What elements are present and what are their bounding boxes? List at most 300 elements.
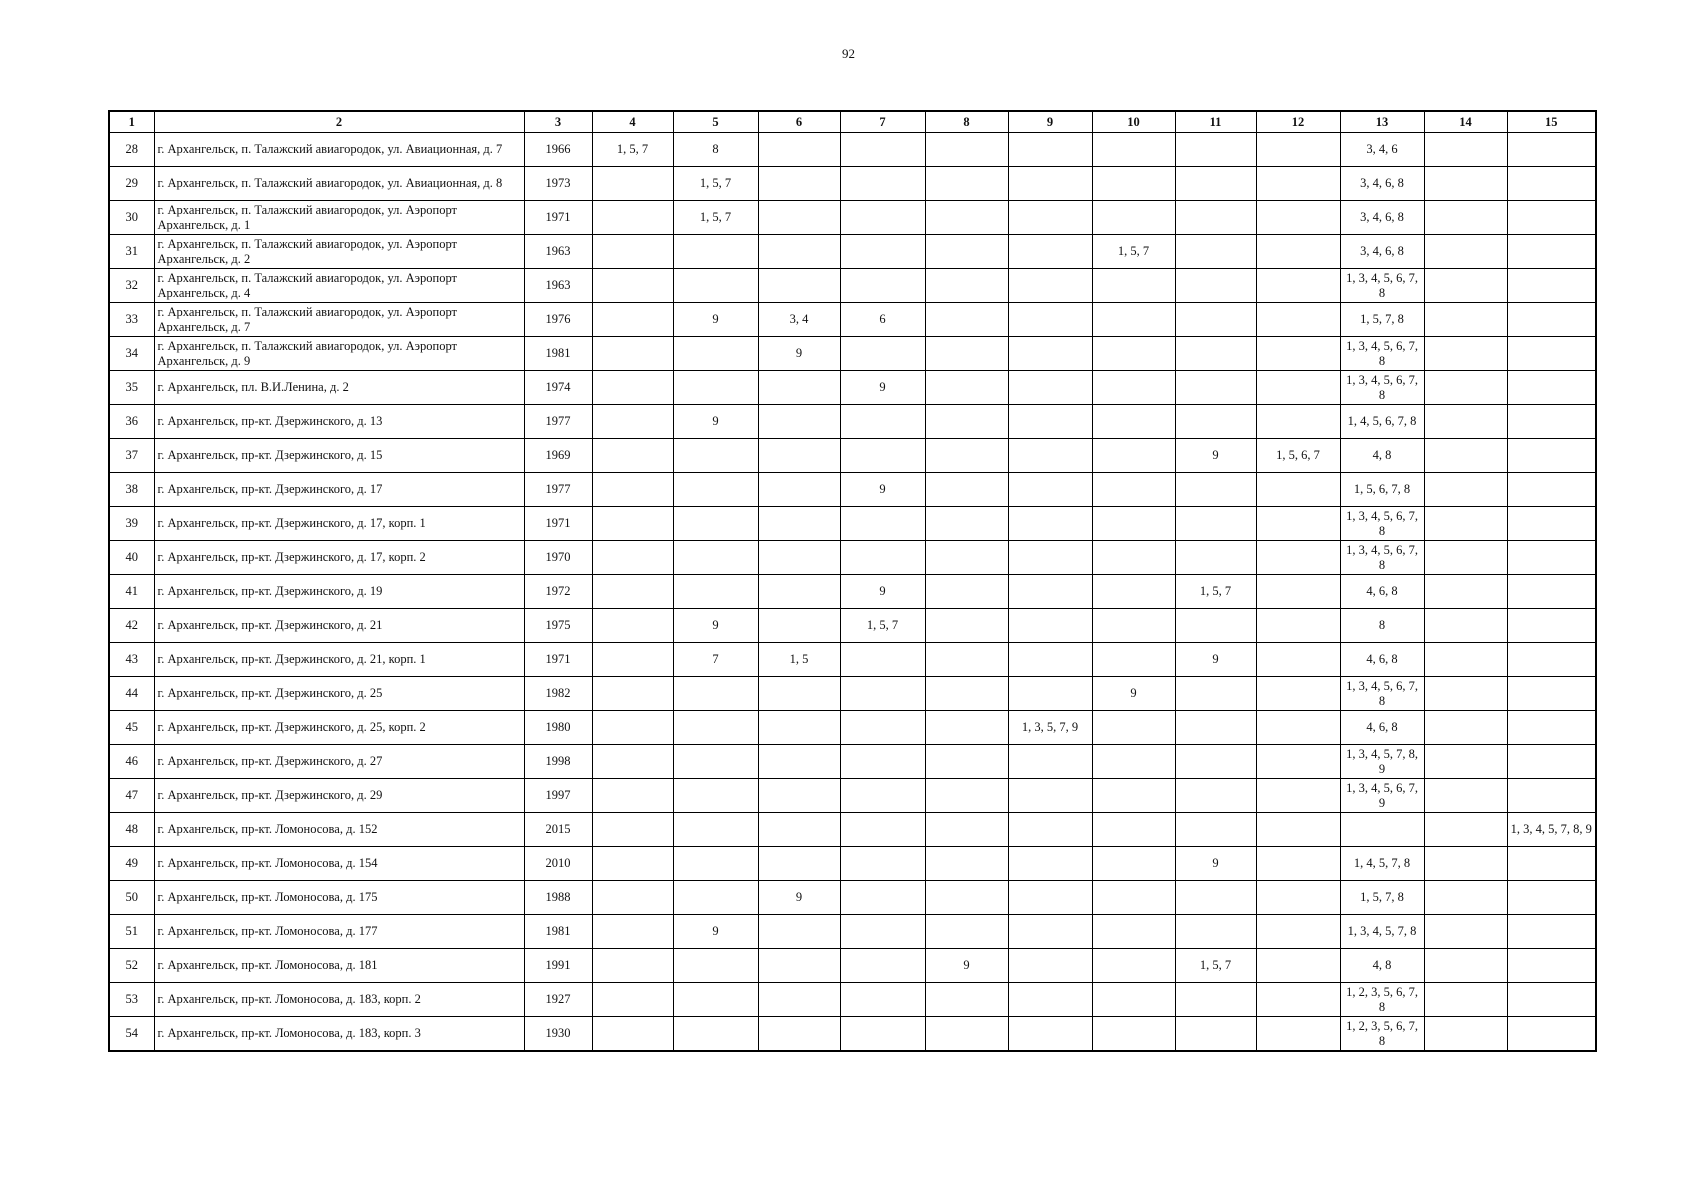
table-cell <box>673 269 758 303</box>
table-cell <box>1256 983 1340 1017</box>
table-cell <box>1175 1017 1256 1052</box>
table-cell <box>840 1017 925 1052</box>
row-number-cell: 39 <box>109 507 154 541</box>
table-cell <box>673 439 758 473</box>
column-header-9: 9 <box>1008 111 1092 133</box>
table-cell <box>1175 303 1256 337</box>
table-cell <box>1256 337 1340 371</box>
table-cell <box>1507 507 1596 541</box>
table-cell <box>1175 371 1256 405</box>
table-row <box>109 167 1596 201</box>
table-cell <box>1092 473 1175 507</box>
year-cell: 1930 <box>524 1017 592 1052</box>
table-row <box>109 201 1596 235</box>
column-header-15: 15 <box>1507 111 1596 133</box>
table-cell <box>592 881 673 915</box>
row-number-cell: 50 <box>109 881 154 915</box>
table-cell: 9 <box>925 949 1008 983</box>
table-cell <box>1175 337 1256 371</box>
table-cell <box>1092 745 1175 779</box>
table-cell <box>758 711 840 745</box>
table-row <box>109 813 1596 847</box>
table-cell <box>1092 949 1175 983</box>
year-cell: 1977 <box>524 473 592 507</box>
table-cell <box>1092 881 1175 915</box>
table-cell <box>592 983 673 1017</box>
table-cell <box>1424 507 1507 541</box>
page-number: 92 <box>842 46 855 61</box>
table-row <box>109 507 1596 541</box>
table-cell <box>592 847 673 881</box>
table-cell <box>1424 405 1507 439</box>
table-row <box>109 677 1596 711</box>
address-cell: г. Архангельск, пр-кт. Ломоносова, д. 175 <box>154 881 524 915</box>
table-cell <box>1008 507 1092 541</box>
row-number-cell: 42 <box>109 609 154 643</box>
table-cell <box>1256 711 1340 745</box>
column-header-1: 1 <box>109 111 154 133</box>
table-cell <box>592 167 673 201</box>
table-cell <box>592 405 673 439</box>
table-cell <box>673 983 758 1017</box>
row-number-cell: 34 <box>109 337 154 371</box>
table-cell: 1, 5, 7 <box>592 133 673 167</box>
table-cell <box>758 983 840 1017</box>
year-cell: 1988 <box>524 881 592 915</box>
table-cell <box>1092 371 1175 405</box>
table-cell <box>758 677 840 711</box>
table-cell <box>1256 881 1340 915</box>
table-cell: 1, 3, 4, 5, 7, 8, 9 <box>1507 813 1596 847</box>
table-cell <box>1175 269 1256 303</box>
table-cell <box>1507 677 1596 711</box>
table-cell <box>592 609 673 643</box>
table-row <box>109 745 1596 779</box>
table-cell: 4, 6, 8 <box>1340 575 1424 609</box>
table-cell <box>1092 609 1175 643</box>
table-cell: 1, 5, 7 <box>1092 235 1175 269</box>
table-cell <box>840 133 925 167</box>
year-cell: 1991 <box>524 949 592 983</box>
table-cell <box>1256 541 1340 575</box>
table-cell <box>925 745 1008 779</box>
table-cell <box>840 167 925 201</box>
year-cell: 1963 <box>524 269 592 303</box>
table-body <box>109 133 1596 1052</box>
table-row <box>109 609 1596 643</box>
row-number-cell: 54 <box>109 1017 154 1052</box>
row-number-cell: 48 <box>109 813 154 847</box>
table-cell <box>592 677 673 711</box>
table-cell <box>1507 235 1596 269</box>
table-cell <box>592 541 673 575</box>
row-number-cell: 43 <box>109 643 154 677</box>
table-cell <box>1092 303 1175 337</box>
table-cell <box>592 303 673 337</box>
table-cell <box>925 235 1008 269</box>
table-cell <box>1175 235 1256 269</box>
table-cell: 9 <box>673 609 758 643</box>
address-cell: г. Архангельск, пр-кт. Дзержинского, д. 27 <box>154 745 524 779</box>
table-cell <box>592 371 673 405</box>
address-cell: г. Архангельск, пр-кт. Дзержинского, д. 17, корп. 2 <box>154 541 524 575</box>
address-cell: г. Архангельск, п. Талажский авиагородок, ул. Аэропорт Архангельск, д. 9 <box>154 337 524 371</box>
table-cell <box>758 813 840 847</box>
year-cell: 1963 <box>524 235 592 269</box>
table-cell <box>925 983 1008 1017</box>
table-cell <box>925 779 1008 813</box>
table-cell <box>1507 303 1596 337</box>
table-row <box>109 983 1596 1017</box>
table-cell: 1, 3, 4, 5, 6, 7, 9 <box>1340 779 1424 813</box>
address-cell: г. Архангельск, пр-кт. Дзержинского, д. 21 <box>154 609 524 643</box>
table-cell <box>592 235 673 269</box>
table-cell: 8 <box>673 133 758 167</box>
table-cell <box>1256 575 1340 609</box>
row-number-cell: 40 <box>109 541 154 575</box>
row-number-cell: 37 <box>109 439 154 473</box>
table-cell <box>673 371 758 405</box>
year-cell: 1998 <box>524 745 592 779</box>
table-row <box>109 235 1596 269</box>
table-cell: 1, 5 <box>758 643 840 677</box>
table-cell <box>1424 847 1507 881</box>
table-cell <box>1175 201 1256 235</box>
table-cell <box>592 779 673 813</box>
year-cell: 1974 <box>524 371 592 405</box>
table-cell <box>758 439 840 473</box>
table-cell: 1, 3, 4, 5, 6, 7, 8 <box>1340 541 1424 575</box>
table-cell <box>1256 303 1340 337</box>
table-row <box>109 915 1596 949</box>
column-header-12: 12 <box>1256 111 1340 133</box>
table-cell <box>1424 915 1507 949</box>
year-cell: 1927 <box>524 983 592 1017</box>
table-cell <box>1008 643 1092 677</box>
table-cell <box>1424 473 1507 507</box>
table-cell: 1, 4, 5, 7, 8 <box>1340 847 1424 881</box>
year-cell: 1981 <box>524 915 592 949</box>
table-cell <box>840 983 925 1017</box>
table-cell <box>758 167 840 201</box>
table-cell <box>1340 813 1424 847</box>
table-cell <box>592 337 673 371</box>
table-cell <box>758 201 840 235</box>
table-cell <box>1256 949 1340 983</box>
year-cell: 1997 <box>524 779 592 813</box>
address-cell: г. Архангельск, пр-кт. Ломоносова, д. 177 <box>154 915 524 949</box>
table-cell <box>1175 473 1256 507</box>
table-cell <box>758 507 840 541</box>
address-cell: г. Архангельск, пр-кт. Ломоносова, д. 181 <box>154 949 524 983</box>
table-cell <box>758 371 840 405</box>
table-cell <box>1092 337 1175 371</box>
table-cell <box>673 677 758 711</box>
table-cell <box>1507 779 1596 813</box>
table-cell <box>673 779 758 813</box>
year-cell: 1971 <box>524 507 592 541</box>
address-cell: г. Архангельск, пр-кт. Дзержинского, д. 17, корп. 1 <box>154 507 524 541</box>
table-cell <box>758 949 840 983</box>
table-cell <box>1256 609 1340 643</box>
table-cell: 1, 3, 4, 5, 6, 7, 8 <box>1340 269 1424 303</box>
table-cell <box>1175 507 1256 541</box>
year-cell: 1971 <box>524 201 592 235</box>
address-cell: г. Архангельск, пр-кт. Ломоносова, д. 154 <box>154 847 524 881</box>
table-cell <box>1092 167 1175 201</box>
table-cell <box>758 609 840 643</box>
table-cell <box>1507 201 1596 235</box>
table-cell: 9 <box>673 303 758 337</box>
table-cell <box>758 575 840 609</box>
table-cell <box>1507 337 1596 371</box>
address-cell: г. Архангельск, пр-кт. Ломоносова, д. 183, корп. 2 <box>154 983 524 1017</box>
year-cell: 1969 <box>524 439 592 473</box>
row-number-cell: 30 <box>109 201 154 235</box>
table-cell <box>925 303 1008 337</box>
table-cell <box>1092 575 1175 609</box>
column-header-11: 11 <box>1175 111 1256 133</box>
table-cell: 9 <box>673 915 758 949</box>
table-cell: 9 <box>840 473 925 507</box>
table-cell <box>925 575 1008 609</box>
table-cell <box>1507 405 1596 439</box>
table-cell <box>1424 201 1507 235</box>
table-cell <box>758 1017 840 1052</box>
table-cell: 9 <box>1175 847 1256 881</box>
table-cell: 1, 5, 6, 7 <box>1256 439 1340 473</box>
address-cell: г. Архангельск, пр-кт. Ломоносова, д. 152 <box>154 813 524 847</box>
table-cell <box>1424 371 1507 405</box>
year-cell: 1973 <box>524 167 592 201</box>
table-cell <box>1256 473 1340 507</box>
table-cell <box>1256 507 1340 541</box>
table-cell: 9 <box>758 881 840 915</box>
table-cell <box>1507 575 1596 609</box>
table-cell <box>1092 439 1175 473</box>
table-cell <box>925 881 1008 915</box>
row-number-cell: 28 <box>109 133 154 167</box>
table-cell: 6 <box>840 303 925 337</box>
table-cell <box>1507 983 1596 1017</box>
table-cell <box>1008 847 1092 881</box>
table-cell <box>1008 201 1092 235</box>
table-cell <box>1424 167 1507 201</box>
table-row <box>109 881 1596 915</box>
table-cell <box>673 813 758 847</box>
address-cell: г. Архангельск, пр-кт. Дзержинского, д. 13 <box>154 405 524 439</box>
table-cell <box>925 405 1008 439</box>
table-cell: 3, 4, 6, 8 <box>1340 235 1424 269</box>
row-number-cell: 41 <box>109 575 154 609</box>
table-cell <box>592 915 673 949</box>
table-cell <box>1507 949 1596 983</box>
table-row <box>109 575 1596 609</box>
address-cell: г. Архангельск, п. Талажский авиагородок, ул. Аэропорт Архангельск, д. 2 <box>154 235 524 269</box>
table-cell: 4, 6, 8 <box>1340 711 1424 745</box>
table-cell: 1, 4, 5, 6, 7, 8 <box>1340 405 1424 439</box>
table-cell: 8 <box>1340 609 1424 643</box>
table-cell <box>1256 915 1340 949</box>
table-cell <box>1424 609 1507 643</box>
table-cell <box>1092 813 1175 847</box>
table-cell <box>925 337 1008 371</box>
row-number-cell: 49 <box>109 847 154 881</box>
table-cell <box>673 881 758 915</box>
table-cell <box>1424 337 1507 371</box>
table-cell <box>592 745 673 779</box>
address-cell: г. Архангельск, пр-кт. Дзержинского, д. 21, корп. 1 <box>154 643 524 677</box>
table-cell <box>840 337 925 371</box>
table-row <box>109 405 1596 439</box>
year-cell: 1970 <box>524 541 592 575</box>
table-cell <box>592 575 673 609</box>
table-cell: 4, 8 <box>1340 949 1424 983</box>
table-cell <box>840 847 925 881</box>
table-cell <box>925 133 1008 167</box>
table-cell <box>1424 643 1507 677</box>
table-cell <box>1424 779 1507 813</box>
table-cell: 1, 2, 3, 5, 6, 7, 8 <box>1340 983 1424 1017</box>
year-cell: 1981 <box>524 337 592 371</box>
table-cell <box>1008 439 1092 473</box>
table-cell <box>925 371 1008 405</box>
table-cell <box>1092 711 1175 745</box>
table-cell: 9 <box>1175 439 1256 473</box>
table-cell <box>1256 133 1340 167</box>
column-header-6: 6 <box>758 111 840 133</box>
table-cell <box>840 711 925 745</box>
table-cell <box>592 643 673 677</box>
table-cell <box>925 677 1008 711</box>
table-cell <box>1008 983 1092 1017</box>
table-cell <box>840 881 925 915</box>
table-cell <box>1008 133 1092 167</box>
table-cell <box>1175 745 1256 779</box>
table-cell <box>1507 745 1596 779</box>
row-number-cell: 31 <box>109 235 154 269</box>
table-cell <box>1008 371 1092 405</box>
table-cell <box>1256 235 1340 269</box>
year-cell: 1982 <box>524 677 592 711</box>
table-cell <box>1507 167 1596 201</box>
table-cell: 4, 6, 8 <box>1340 643 1424 677</box>
table-cell <box>1507 881 1596 915</box>
row-number-cell: 38 <box>109 473 154 507</box>
table-cell <box>1424 881 1507 915</box>
table-cell <box>1008 949 1092 983</box>
table-cell: 1, 3, 4, 5, 7, 8, 9 <box>1340 745 1424 779</box>
row-number-cell: 35 <box>109 371 154 405</box>
table-cell: 1, 3, 4, 5, 6, 7, 8 <box>1340 337 1424 371</box>
table-cell: 3, 4, 6, 8 <box>1340 167 1424 201</box>
table-cell <box>1424 575 1507 609</box>
table-cell <box>925 643 1008 677</box>
table-cell <box>758 235 840 269</box>
table-cell <box>1507 269 1596 303</box>
year-cell: 2015 <box>524 813 592 847</box>
table-cell <box>840 201 925 235</box>
table-cell <box>925 473 1008 507</box>
table-cell <box>1507 371 1596 405</box>
row-number-cell: 32 <box>109 269 154 303</box>
table-cell <box>592 711 673 745</box>
table-cell <box>1175 779 1256 813</box>
table-cell <box>673 507 758 541</box>
year-cell: 1975 <box>524 609 592 643</box>
table-cell: 1, 5, 6, 7, 8 <box>1340 473 1424 507</box>
table-cell <box>1092 847 1175 881</box>
table-cell <box>925 1017 1008 1052</box>
table-row <box>109 439 1596 473</box>
table-cell <box>758 745 840 779</box>
column-header-5: 5 <box>673 111 758 133</box>
table-cell <box>1424 303 1507 337</box>
table-cell <box>1008 541 1092 575</box>
table-cell <box>925 439 1008 473</box>
table-cell <box>1424 439 1507 473</box>
table-cell: 1, 5, 7, 8 <box>1340 303 1424 337</box>
column-header-8: 8 <box>925 111 1008 133</box>
table-cell <box>925 541 1008 575</box>
table-row <box>109 847 1596 881</box>
table-cell <box>1092 133 1175 167</box>
table-cell <box>592 949 673 983</box>
table-cell <box>1092 507 1175 541</box>
table-cell <box>673 711 758 745</box>
table-cell <box>925 201 1008 235</box>
table-cell <box>1424 711 1507 745</box>
table-cell <box>1507 1017 1596 1052</box>
table-cell <box>840 915 925 949</box>
table-cell: 9 <box>758 337 840 371</box>
table-cell <box>1256 371 1340 405</box>
table-cell <box>1256 201 1340 235</box>
table-cell <box>1175 983 1256 1017</box>
year-cell: 1980 <box>524 711 592 745</box>
table-row <box>109 949 1596 983</box>
table-cell: 1, 2, 3, 5, 6, 7, 8 <box>1340 1017 1424 1052</box>
year-cell: 1976 <box>524 303 592 337</box>
row-number-cell: 53 <box>109 983 154 1017</box>
table-cell <box>1092 915 1175 949</box>
table-cell: 9 <box>1175 643 1256 677</box>
table-cell <box>925 269 1008 303</box>
table-cell <box>1008 609 1092 643</box>
table-cell <box>1175 405 1256 439</box>
table-cell <box>758 133 840 167</box>
table-cell <box>673 847 758 881</box>
address-cell: г. Архангельск, пр-кт. Дзержинского, д. 17 <box>154 473 524 507</box>
table-cell <box>1256 847 1340 881</box>
table-row <box>109 269 1596 303</box>
table-cell <box>673 949 758 983</box>
table-cell: 1, 5, 7 <box>673 167 758 201</box>
table-cell <box>1424 235 1507 269</box>
table-cell <box>840 949 925 983</box>
table-cell <box>1175 167 1256 201</box>
row-number-cell: 44 <box>109 677 154 711</box>
table-cell <box>1256 745 1340 779</box>
table-cell <box>1507 439 1596 473</box>
address-cell: г. Архангельск, п. Талажский авиагородок, ул. Аэропорт Архангельск, д. 1 <box>154 201 524 235</box>
table-row <box>109 303 1596 337</box>
address-cell: г. Архангельск, пр-кт. Ломоносова, д. 183, корп. 3 <box>154 1017 524 1052</box>
table-cell <box>1008 677 1092 711</box>
column-header-7: 7 <box>840 111 925 133</box>
table-cell <box>1092 269 1175 303</box>
table-cell <box>1424 983 1507 1017</box>
